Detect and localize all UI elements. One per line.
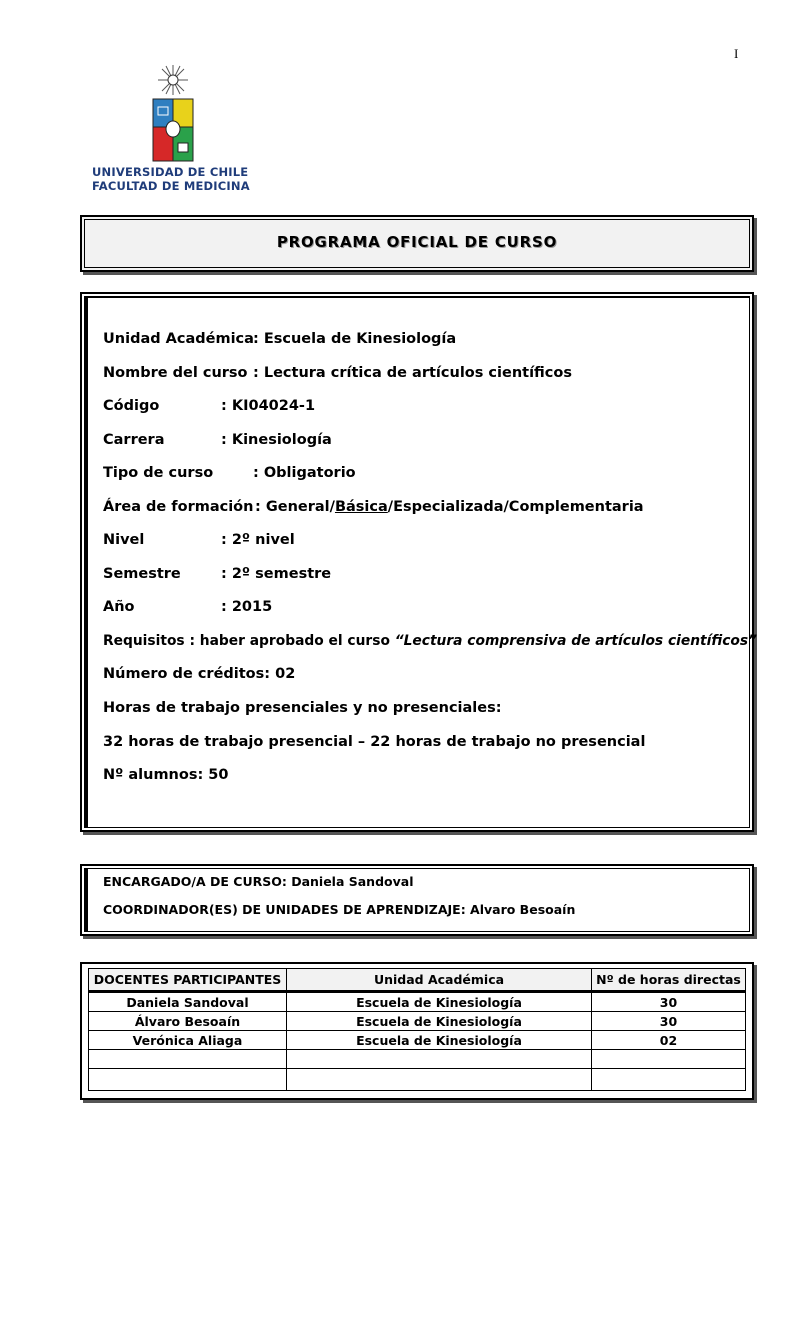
info-semestre: Semestre : 2º semestre (103, 566, 332, 582)
info-alumnos: Nº alumnos: 50 (103, 767, 229, 783)
info-carrera: Carrera : Kinesiología (103, 432, 332, 448)
university-crest-icon (148, 63, 198, 163)
docente-name (89, 1069, 287, 1091)
docente-horas: 30 (592, 992, 746, 1012)
info-horas-value: 32 horas de trabajo presencial – 22 horas de trabajo no presencial (103, 734, 646, 750)
info-creditos: Número de créditos: 02 (103, 666, 296, 682)
page-title: PROGRAMA OFICIAL DE CURSO (276, 233, 558, 251)
header-horas: Nº de horas directas (592, 969, 746, 992)
info-codigo: Código : KI04024-1 (103, 398, 316, 414)
info-tipo: Tipo de curso : Obligatorio (103, 465, 356, 481)
table-row (89, 1069, 746, 1091)
docente-horas (592, 1069, 746, 1091)
table-row (89, 1031, 746, 1050)
coordinador-line: COORDINADOR(ES) DE UNIDADES DE APRENDIZAJE: Alvaro Besoaín (103, 902, 576, 917)
title-box (80, 215, 754, 272)
docente-horas: 02 (592, 1031, 746, 1050)
page-number: I (734, 46, 739, 61)
info-requisitos: Requisitos : haber aprobado el curso “Lectura comprensiva de artículos científicos” (103, 633, 757, 649)
docente-unidad (287, 1050, 592, 1069)
table-row (89, 992, 746, 1012)
info-horas-label: Horas de trabajo presenciales y no presenciales: (103, 700, 502, 716)
docente-unidad: Escuela de Kinesiología (287, 1012, 592, 1031)
course-info-box (80, 292, 757, 832)
docente-name: Álvaro Besoaín (89, 1012, 287, 1031)
header-docentes: DOCENTES PARTICIPANTES (89, 969, 287, 992)
info-area: Área de formación : General/Básica/Especializada/Complementaria (103, 499, 644, 515)
docente-horas (592, 1050, 746, 1069)
docente-name: Daniela Sandoval (89, 992, 287, 1012)
logo-university-name: UNIVERSIDAD DE CHILE (92, 165, 249, 179)
encargado-box (80, 864, 754, 936)
docente-name: Verónica Aliaga (89, 1031, 287, 1050)
docente-unidad: Escuela de Kinesiología (287, 1031, 592, 1050)
info-anio: Año : 2015 (103, 599, 273, 615)
docente-horas: 30 (592, 1012, 746, 1031)
docente-name (89, 1050, 287, 1069)
info-unidad: Unidad Académica: Escuela de Kinesiología (103, 331, 457, 347)
docentes-box (80, 962, 754, 1100)
header-unidad: Unidad Académica (287, 969, 592, 992)
info-nivel: Nivel : 2º nivel (103, 532, 295, 548)
university-logo (92, 63, 272, 193)
docente-unidad (287, 1069, 592, 1091)
area-selected: Básica (334, 499, 388, 515)
docentes-header-row (89, 969, 746, 992)
table-row (89, 1012, 746, 1031)
table-row (89, 1050, 746, 1069)
logo-faculty-name: FACULTAD DE MEDICINA (92, 179, 250, 193)
docente-unidad: Escuela de Kinesiología (287, 992, 592, 1012)
info-nombre: Nombre del curso : Lectura crítica de artículos científicos (103, 365, 572, 381)
docentes-table (88, 968, 746, 1091)
encargado-line: ENCARGADO/A DE CURSO: Daniela Sandoval (103, 874, 414, 889)
